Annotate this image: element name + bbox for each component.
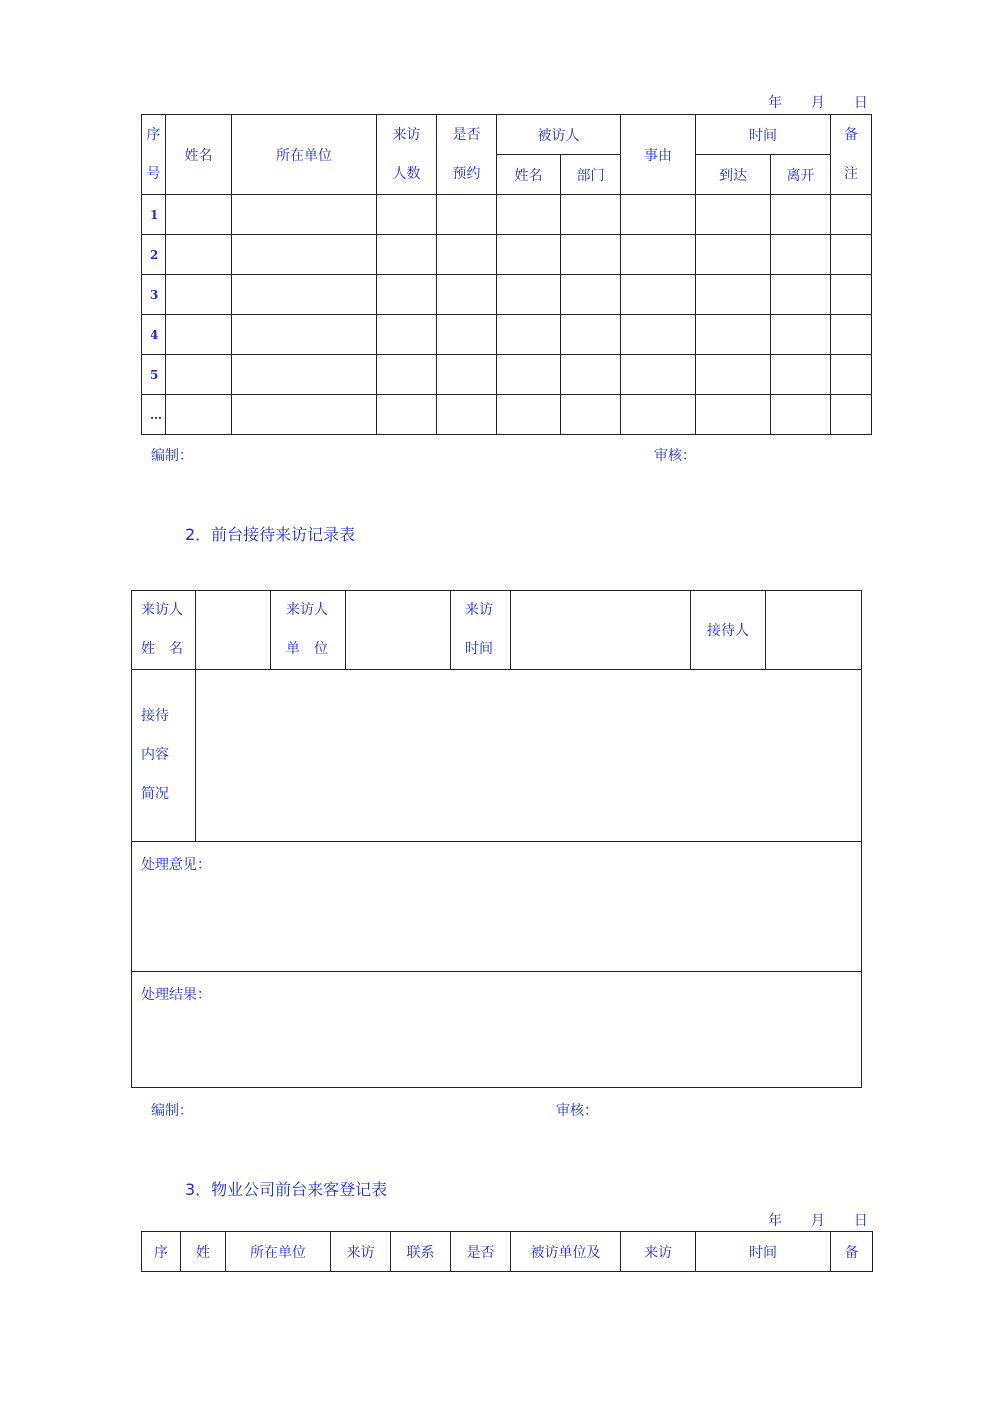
visitor-name-value[interactable] [196, 591, 271, 670]
section-3-title: 3．物业公司前台来客登记表 [185, 1180, 388, 1199]
table-cell[interactable] [166, 275, 232, 315]
header-time: 时间 [696, 115, 831, 155]
date-line-1 [768, 92, 868, 112]
row-seq: 5 [142, 355, 166, 395]
header-cell: 所在单位 [226, 1232, 331, 1272]
table-cell[interactable] [497, 235, 561, 275]
day-label: 日 [853, 1213, 868, 1229]
table-cell[interactable] [377, 395, 437, 435]
table-cell[interactable] [621, 315, 696, 355]
table-cell[interactable] [497, 275, 561, 315]
header-visited-dept: 部门 [561, 155, 621, 195]
row-seq: 2 [142, 235, 166, 275]
table-cell[interactable] [696, 235, 771, 275]
date-line-3 [768, 1210, 868, 1230]
table-cell[interactable] [232, 395, 377, 435]
header-visited: 被访人 [497, 115, 621, 155]
table-cell[interactable] [437, 315, 497, 355]
table-cell[interactable] [831, 355, 872, 395]
section-2-title: 2．前台接待来访记录表 [185, 525, 356, 544]
table-cell[interactable] [437, 355, 497, 395]
row-seq: … [142, 395, 166, 435]
visitor-name-label: 来访人 姓 名 [132, 591, 196, 670]
header-cell: 时间 [696, 1232, 831, 1272]
table-cell[interactable] [831, 275, 872, 315]
table-cell[interactable] [561, 315, 621, 355]
header-seq: 序 号 [142, 115, 166, 195]
table-cell[interactable] [621, 395, 696, 435]
table-cell[interactable] [497, 315, 561, 355]
header-cell: 被访单位及 [511, 1232, 621, 1272]
receptionist-value[interactable] [766, 591, 862, 670]
visitor-unit-value[interactable] [346, 591, 451, 670]
table-cell[interactable] [621, 275, 696, 315]
header-leave: 离开 [771, 155, 831, 195]
header-unit: 所在单位 [232, 115, 377, 195]
year-label: 年 [768, 95, 782, 111]
header-cell: 联系 [391, 1232, 451, 1272]
table-cell[interactable] [831, 395, 872, 435]
month-label: 月 [810, 1213, 825, 1229]
table-cell[interactable] [437, 235, 497, 275]
reviewer-label-2: 审核： [556, 1103, 598, 1119]
table-cell[interactable] [232, 275, 377, 315]
table-cell[interactable] [561, 195, 621, 235]
table-cell[interactable] [377, 235, 437, 275]
table-cell[interactable] [771, 275, 831, 315]
header-cell: 序 [142, 1232, 181, 1272]
header-name: 姓名 [166, 115, 232, 195]
table-cell[interactable] [831, 315, 872, 355]
header-reason: 事由 [621, 115, 696, 195]
table-cell[interactable] [166, 315, 232, 355]
header-cell: 来访 [621, 1232, 696, 1272]
header-arrive: 到达 [696, 155, 771, 195]
header-appointment: 是否 预约 [437, 115, 497, 195]
table-row [142, 235, 872, 275]
table-row [142, 195, 872, 235]
row-seq: 3 [142, 275, 166, 315]
header-remark: 备 注 [831, 115, 872, 195]
table-cell[interactable] [561, 395, 621, 435]
header-visited-name: 姓名 [497, 155, 561, 195]
table-cell[interactable] [621, 235, 696, 275]
table-cell[interactable] [232, 235, 377, 275]
visitor-register-table [141, 114, 872, 435]
compiler-label-2: 编制： [151, 1103, 193, 1119]
receptionist-label: 接待人 [691, 591, 766, 670]
reception-record-table [131, 590, 862, 1088]
table-row [142, 315, 872, 355]
table-cell[interactable] [771, 355, 831, 395]
guest-register-table [141, 1231, 873, 1272]
reviewer-label-1: 审核： [654, 448, 696, 464]
table-cell[interactable] [771, 395, 831, 435]
table-cell[interactable] [561, 355, 621, 395]
table-cell[interactable] [166, 395, 232, 435]
table-cell[interactable] [696, 195, 771, 235]
table-cell[interactable] [771, 235, 831, 275]
content-value[interactable] [196, 670, 862, 842]
table-cell[interactable] [696, 275, 771, 315]
row-seq: 1 [142, 195, 166, 235]
header-cell: 姓 [181, 1232, 226, 1272]
table-cell[interactable] [831, 235, 872, 275]
table-cell[interactable] [497, 395, 561, 435]
table-cell[interactable] [166, 355, 232, 395]
table-cell[interactable] [232, 355, 377, 395]
table-cell[interactable] [166, 195, 232, 235]
table-cell[interactable] [437, 195, 497, 235]
table-cell[interactable] [437, 275, 497, 315]
visitor-unit-label: 来访人 单 位 [271, 591, 346, 670]
table-row [142, 275, 872, 315]
visit-time-label: 来访 时间 [451, 591, 511, 670]
header-cell: 来访 [331, 1232, 391, 1272]
table-cell[interactable] [377, 355, 437, 395]
visit-time-value[interactable] [511, 591, 691, 670]
table-cell[interactable] [437, 395, 497, 435]
table-cell[interactable] [232, 195, 377, 235]
header-cell: 是否 [451, 1232, 511, 1272]
row-seq: 4 [142, 315, 166, 355]
table-row [142, 355, 872, 395]
day-label: 日 [853, 95, 868, 111]
table-cell[interactable] [831, 195, 872, 235]
table-cell[interactable] [561, 275, 621, 315]
table-cell[interactable] [561, 235, 621, 275]
table-cell[interactable] [771, 315, 831, 355]
table-cell[interactable] [696, 315, 771, 355]
table-cell[interactable] [696, 395, 771, 435]
content-label: 接待 内容 简况 [132, 670, 196, 842]
table-cell[interactable] [497, 355, 561, 395]
table-cell[interactable] [621, 195, 696, 235]
header-cell: 备 [831, 1232, 873, 1272]
month-label: 月 [810, 95, 825, 111]
table-cell[interactable] [621, 355, 696, 395]
opinion-field[interactable]: 处理意见： [132, 842, 862, 972]
table-row [142, 395, 872, 435]
table-cell[interactable] [696, 355, 771, 395]
header-count: 来访 人数 [377, 115, 437, 195]
table-cell[interactable] [377, 275, 437, 315]
table-cell[interactable] [166, 235, 232, 275]
year-label: 年 [768, 1213, 782, 1229]
compiler-label-1: 编制： [151, 448, 193, 464]
table-cell[interactable] [771, 195, 831, 235]
table-cell[interactable] [377, 195, 437, 235]
table-cell[interactable] [497, 195, 561, 235]
result-field[interactable]: 处理结果： [132, 972, 862, 1088]
table-cell[interactable] [232, 315, 377, 355]
table-cell[interactable] [377, 315, 437, 355]
